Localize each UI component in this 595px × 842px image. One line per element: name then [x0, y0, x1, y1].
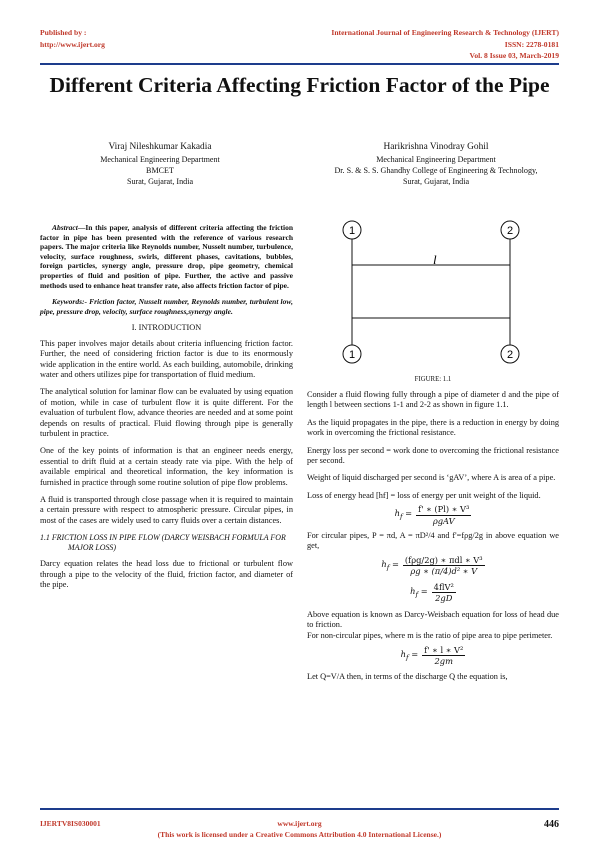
section-heading-introduction: I. INTRODUCTION [131, 323, 202, 333]
abstract-label: Abstract [52, 223, 78, 232]
eq-var: h [394, 508, 400, 519]
section-label: 2 [506, 349, 514, 361]
page-number: 446 [544, 819, 559, 830]
paragraph: As the liquid propagates in the pipe, there is a reduction in energy by doing work in overcoming the frictional resistance. [307, 417, 559, 438]
author-inst: Dr. S. & S. S. Ghandhy College of Engineering & Technology, [334, 166, 538, 175]
right-column [307, 390, 559, 689]
eq-denominator: 2gD [435, 593, 453, 604]
figure-caption: FIGURE: 1.1 [414, 376, 452, 383]
eq-numerator: 4flV² [433, 581, 454, 592]
equation-3: $h_f$ = 4flV² 2gD [410, 581, 454, 604]
author-inst: BMCET [146, 166, 174, 175]
paragraph: Let Q=V/A then, in terms of the discharge Q the equation is, [307, 671, 508, 681]
left-column [40, 223, 293, 597]
issn: ISSN: 2278-0181 [504, 40, 559, 49]
paragraph: Consider a fluid flowing fully through a pipe of diameter d and the pipe of length l between sections 1-1 and 2-2 as shown in figure 1.1. [307, 390, 559, 410]
equation-4: $h_f$ = $\frac{\text{f' ∗ l ∗ V²}}{2gm}$ [400, 644, 464, 667]
publisher-url[interactable]: http://www.ijert.org [40, 40, 105, 49]
paper-title: Different Criteria Affecting Friction Factor of the Pipe [49, 73, 550, 97]
volume-issue: Vol. 8 Issue 03, March-2019 [469, 51, 559, 60]
author-place: Surat, Gujarat, India [126, 177, 194, 186]
eq-sub: f [386, 563, 390, 572]
journal-name: International Journal of Engineering Research & Technology (IJERT) [331, 28, 559, 37]
section-label: 1 [348, 349, 356, 361]
author-dept: Mechanical Engineering Department [100, 155, 220, 164]
eq-sub: f [415, 590, 419, 599]
equation-2: $h_f$ = (fρg/2g) ∗ πdl ∗ V³ ρg ∗ (π/4)d² ∗ V [381, 554, 483, 577]
footer-url[interactable]: www.ijert.org [277, 819, 322, 828]
author-block-2 [326, 141, 546, 187]
keywords: Keywords:- Friction factor, Nusselt number, Reynolds number, turbulent low, pipe, pressure drop, velocity, surface roughness,synergy angle. [40, 297, 293, 316]
paragraph: For non-circular pipes, where m is the ratio of pipe area to pipe perimeter. [307, 631, 553, 641]
eq-var: h [410, 585, 416, 596]
eq-denominator: 2gm [434, 656, 453, 667]
author-block-1 [50, 141, 270, 187]
eq-denominator: ρgAV [432, 515, 455, 526]
eq-var: h [400, 648, 407, 659]
figure-pipe-diagram [330, 218, 530, 368]
paragraph: Above equation is known as Darcy-Weisbach equation for loss of head due to friction. [307, 609, 559, 629]
paragraph: Weight of liquid discharged per second is ‘gAV’, where A is area of a pipe. [307, 473, 556, 483]
paragraph: One of the key points of information is that an engineer needs energy, essential to drift fluid at a certain steady rate via pipe. With the help of available empirical and theoretical information, the key information is furnished in practice through some routine solution of pipe flow problems. [40, 446, 293, 487]
section-label: 2 [506, 225, 514, 237]
license-note: (This work is licensed under a Creative Commons Attribution 4.0 International License.) [157, 830, 442, 839]
section-label: 1 [348, 225, 356, 237]
eq-numerator: f' ∗ (Pl) ∗ V³ [418, 504, 470, 515]
paragraph: This paper involves major details about criteria influencing friction factor. Further, the need of considering friction factor is due to its enormously wide application in the entire world. As each building, automobile, drinking water and others utilizes pipe for transportation of fluid medium. [40, 338, 293, 379]
eq-numerator: f' ∗ l ∗ V² [424, 644, 464, 655]
eq-sub: f [399, 512, 403, 521]
length-label: l [433, 252, 437, 267]
paper-id: IJERTV8IS030001 [40, 819, 101, 828]
paragraph: A fluid is transported through close passage when it is required to maintain a certain pressure with respect to atmospheric pressure. Circular pipes, in most of the cases are widely used to carry fluids over a certain distances. [40, 495, 293, 525]
eq-denominator: ρg ∗ (π/4)d² ∗ V [410, 566, 478, 577]
author-dept: Mechanical Engineering Department [376, 155, 496, 164]
paragraph: For circular pipes, P = πd, A = πD²/4 and f'=fρg/2g in above equation we get, [307, 531, 559, 551]
paragraph: Darcy equation relates the head loss due to frictional or turbulent flow through a pipe to the velocity of the fluid, friction factor, and diameter of the pipe. [40, 559, 293, 590]
author-name: Viraj Nileshkumar Kakadia [108, 142, 212, 152]
eq-var: h [381, 558, 387, 569]
abstract [40, 223, 293, 290]
equation-1: $h_f$ = f' ∗ (Pl) ∗ V³ ρgAV [394, 504, 470, 526]
paragraph: Energy loss per second = work done to overcoming the frictional resistance per second. [307, 445, 559, 466]
author-name: Harikrishna Vinodray Gohil [383, 142, 489, 152]
eq-numerator: (fρg/2g) ∗ πdl ∗ V³ [404, 554, 483, 565]
paragraph: Loss of energy head [hf] = loss of energy per unit weight of the liquid. [307, 490, 541, 500]
author-place: Surat, Gujarat, India [402, 177, 470, 186]
paragraph: The analytical solution for laminar flow can be evaluated by using equation of motion, while in case of turbulent flow it is quite different. For the evaluation of turbulent flow, advance theories are needed and at some point depends on results of practical. Fluid flowing through pipe is generally turbulent in practice. [40, 387, 293, 438]
header-rule [40, 63, 559, 65]
eq-sub: f [406, 653, 409, 662]
abstract-text: —In this paper, analysis of different criteria affecting the friction factor in pipe has been presented with the reference of various research papers. The major criteria like Reynolds number, Nusselt number, turbulence, velocity, surface roughness, swirls, different phases, cavitations, bubbles, foreign particles, synergy angle, pressure drop, pipe geometry, chemical properties of fluid and position of pipe. Further, the active and passive methods used to enhance heat transfer rate, also affects friction factor of pipe. [40, 223, 293, 290]
footer-rule [40, 808, 559, 810]
publisher-label: Published by : [40, 28, 87, 37]
subsection-heading: 1.1 FRICTION LOSS IN PIPE FLOW (DARCY WEISBACH FORMULA FOR MAJOR LOSS) [40, 533, 286, 553]
